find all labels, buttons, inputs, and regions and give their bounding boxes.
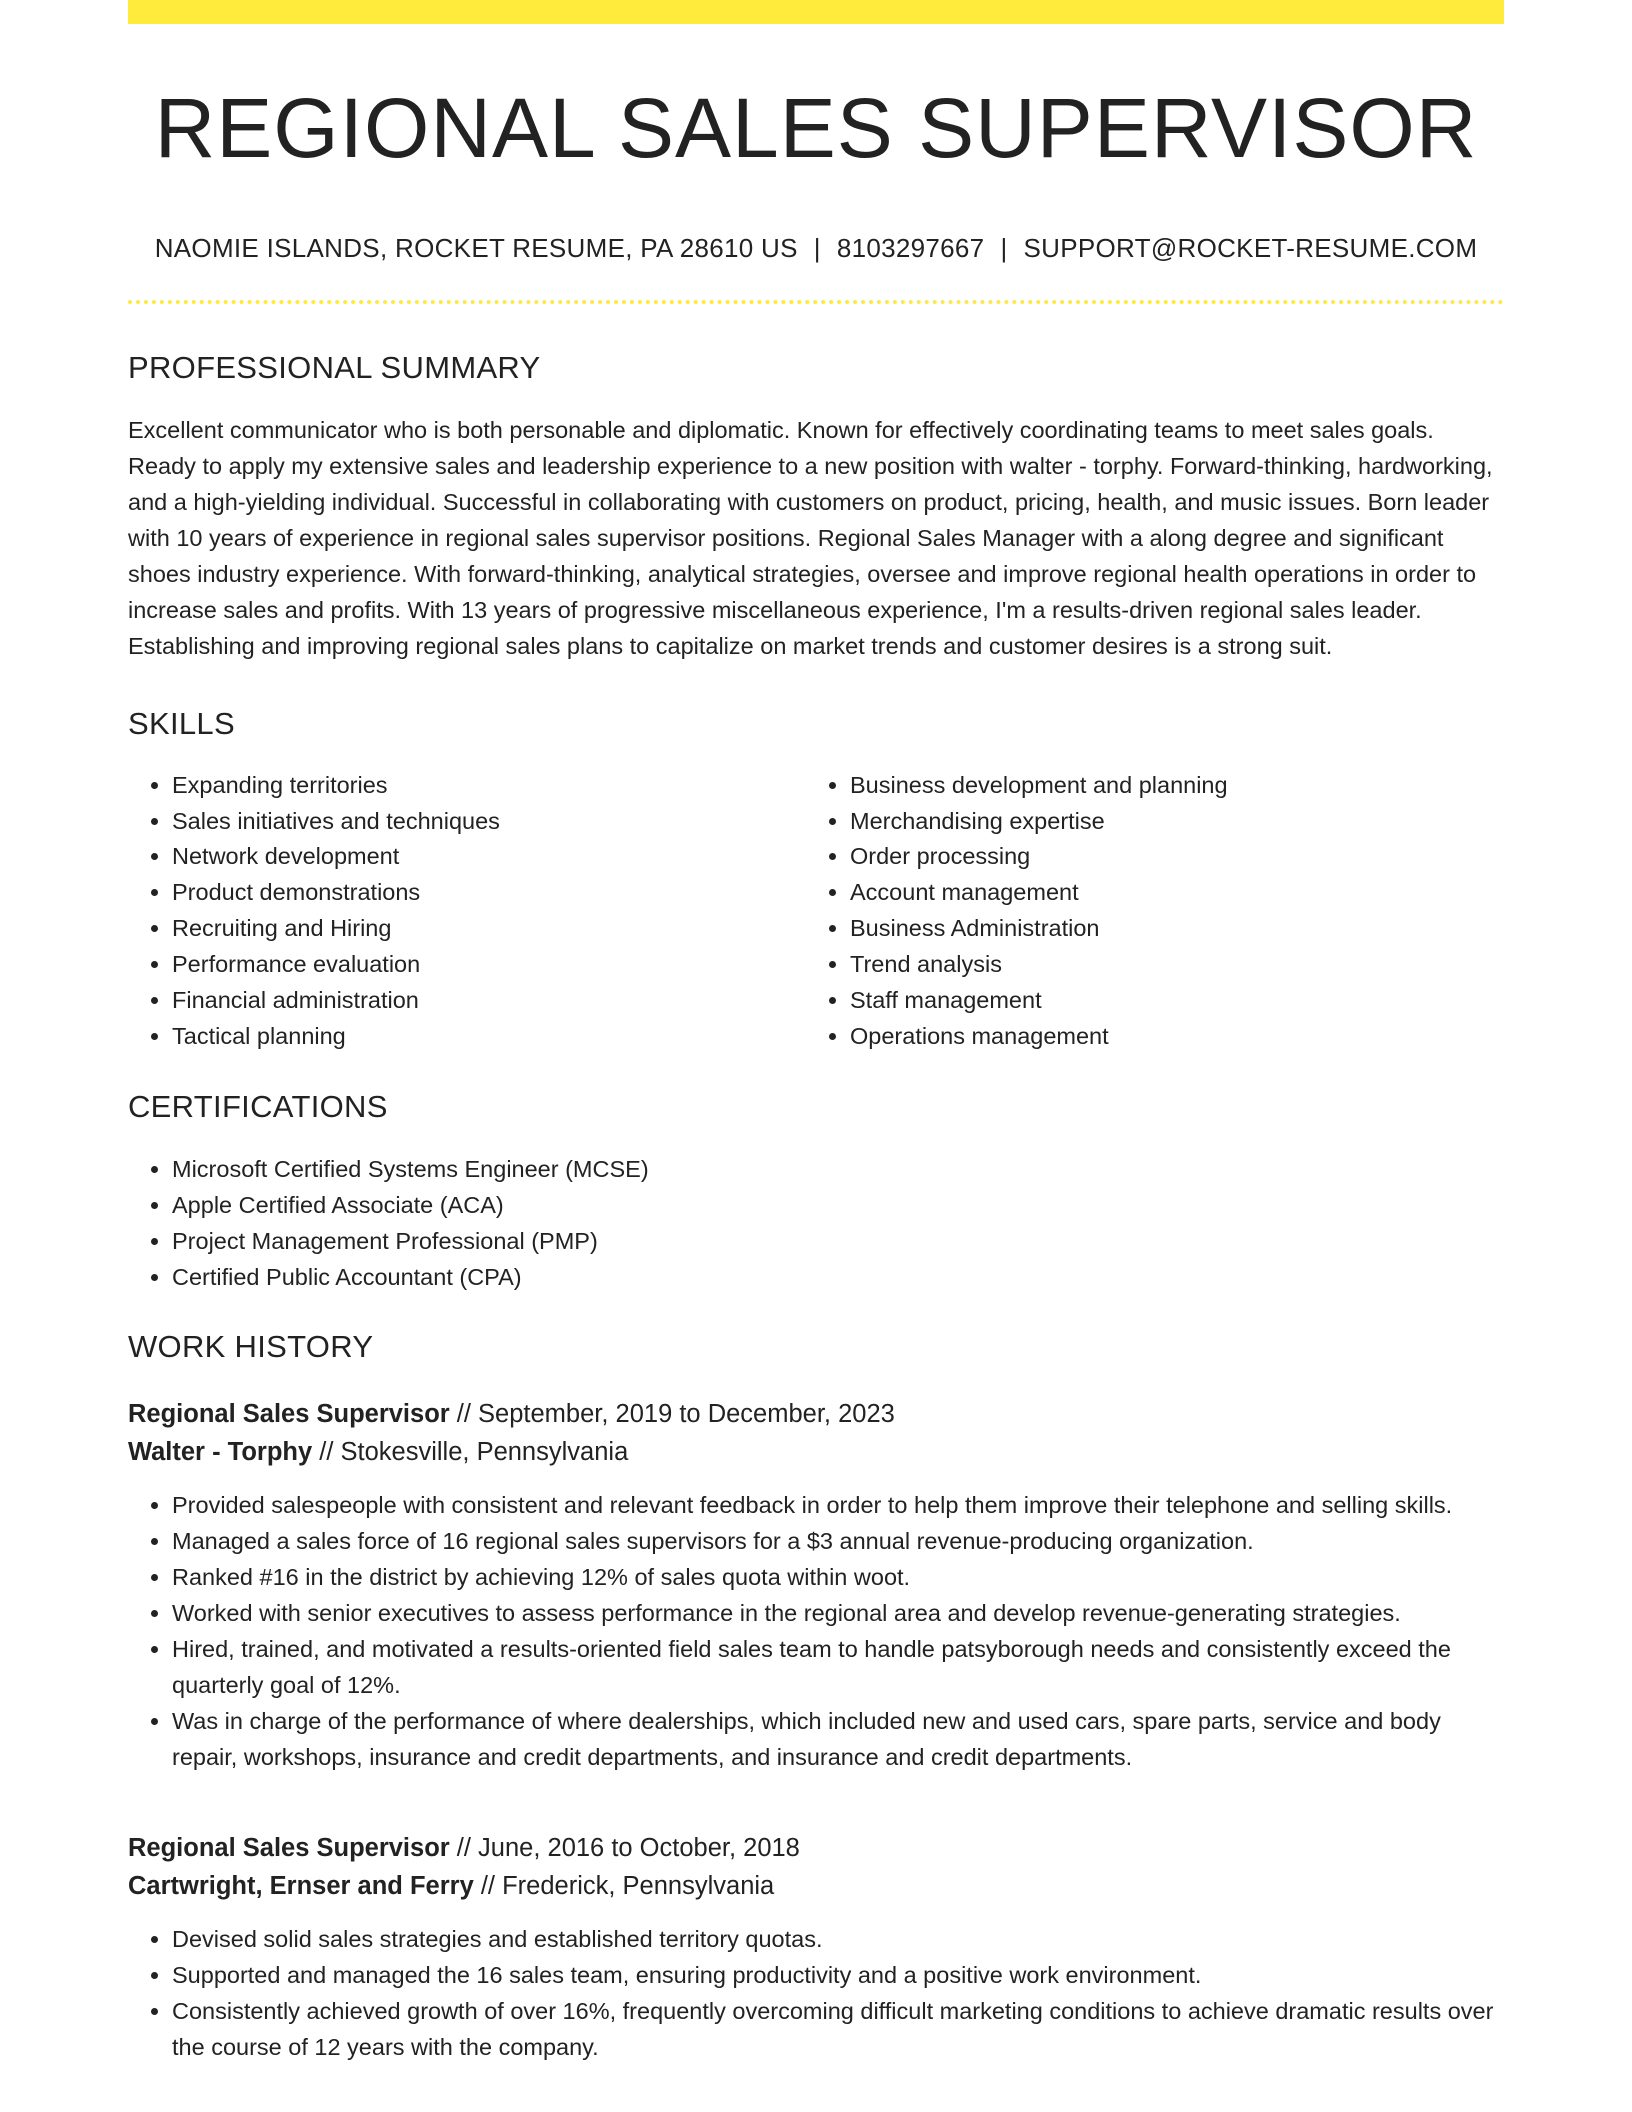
certification-item: • Microsoft Certified Systems Engineer (MCSE) — [172, 1151, 1504, 1187]
skill-item: • Product demonstrations — [172, 875, 806, 911]
job-bullet: • Provided salespeople with consistent and relevant feedback in order to help them improve their telephone and selling skills. — [172, 1487, 1504, 1523]
job-bullet: • Was in charge of the performance of where dealerships, which included new and used cars, spare parts, service and body repair, workshops, insurance and credit departments, and insurance and credit departments. — [172, 1703, 1504, 1775]
job-bullet: • Supported and managed the 16 sales team, ensuring productivity and a positive work environment. — [172, 1957, 1504, 1993]
job-title: Regional Sales Supervisor — [128, 1833, 450, 1862]
job-bullet: • Consistently achieved growth of over 16%, frequently overcoming difficult marketing conditions to achieve dramatic results over the course of 12 years with the company. — [172, 1993, 1504, 2065]
job-location: // Stokesville, Pennsylvania — [312, 1437, 629, 1466]
job-bullets — [128, 1487, 1504, 1775]
job-company-line — [128, 1867, 1504, 1905]
skill-item: • Operations management — [850, 1019, 1484, 1055]
resume-page — [128, 0, 1504, 2065]
skill-item: • Order processing — [850, 839, 1484, 875]
skills-list-left — [128, 768, 806, 1055]
skill-item: • Business development and planning — [850, 768, 1484, 804]
contact-line — [128, 233, 1504, 264]
skill-item: • Network development — [172, 839, 806, 875]
skill-item: • Business Administration — [850, 911, 1484, 947]
job-bullet: • Managed a sales force of 16 regional sales supervisors for a $3 annual revenue-producing organization. — [172, 1523, 1504, 1559]
skill-item: • Sales initiatives and techniques — [172, 804, 806, 840]
skills-list-right — [806, 768, 1484, 1055]
job-bullet: • Ranked #16 in the district by achieving 12% of sales quota within woot. — [172, 1559, 1504, 1595]
contact-separator: | — [813, 232, 821, 263]
job-entry — [128, 1395, 1504, 1775]
certification-item: • Apple Certified Associate (ACA) — [172, 1187, 1504, 1223]
job-location: // Frederick, Pennsylvania — [473, 1871, 775, 1900]
job-entry — [128, 1829, 1504, 2065]
skill-item: • Performance evaluation — [172, 947, 806, 983]
certifications-heading: CERTIFICATIONS — [128, 1088, 388, 1124]
page-title: REGIONAL SALES SUPERVISOR — [154, 81, 1478, 175]
job-title-line — [128, 1395, 1504, 1433]
contact-email: SUPPORT@ROCKET-RESUME.COM — [1023, 232, 1478, 263]
skill-item: • Trend analysis — [850, 947, 1484, 983]
contact-separator: | — [1000, 232, 1008, 263]
job-bullet: • Worked with senior executives to assess performance in the regional area and develop revenue-generating strategies. — [172, 1595, 1504, 1631]
job-company: Walter - Torphy — [128, 1437, 313, 1466]
skill-item: • Merchandising expertise — [850, 804, 1484, 840]
skill-item: • Expanding territories — [172, 768, 806, 804]
summary-text: Excellent communicator who is both personable and diplomatic. Known for effectively coordinating teams to meet sales goals. Ready to apply my extensive sales and leadership experience to a new position with walter - torphy. Forward-thinking, hardworking, and a high-yielding individual. Successful in collaborating with customers on product, pricing, health, and music issues. Born leader with 10 years of experience in regional sales supervisor positions. Regional Sales Manager with a along degree and significant shoes industry experience. With forward-thinking, analytical strategies, oversee and improve regional health operations in order to increase sales and profits. With 13 years of progressive miscellaneous experience, I'm a results-driven regional sales leader. Establishing and improving regional sales plans to capitalize on market trends and customer desires is a strong suit. — [128, 416, 1493, 659]
job-bullets — [128, 1921, 1504, 2065]
certifications-list — [128, 1151, 1504, 1295]
skill-item: • Staff management — [850, 983, 1484, 1019]
skill-item: • Financial administration — [172, 983, 806, 1019]
job-title: Regional Sales Supervisor — [128, 1399, 450, 1428]
certification-item: • Certified Public Accountant (CPA) — [172, 1259, 1504, 1295]
job-bullet: • Devised solid sales strategies and established territory quotas. — [172, 1921, 1504, 1957]
job-title-line — [128, 1829, 1504, 1867]
job-header — [128, 1395, 1504, 1471]
job-company: Cartwright, Ernser and Ferry — [128, 1871, 474, 1900]
job-company-line — [128, 1433, 1504, 1471]
skills-heading: SKILLS — [128, 705, 235, 741]
certification-item: • Project Management Professional (PMP) — [172, 1223, 1504, 1259]
work-history-heading: WORK HISTORY — [128, 1328, 374, 1364]
contact-address: NAOMIE ISLANDS, ROCKET RESUME, PA 28610 US — [154, 232, 798, 263]
dotted-divider — [128, 300, 1504, 304]
contact-phone: 8103297667 — [836, 232, 985, 263]
accent-bar — [128, 0, 1504, 24]
skill-item: • Account management — [850, 875, 1484, 911]
job-bullet: • Hired, trained, and motivated a results-oriented field sales team to handle patsyborough needs and consistently exceed the quarterly goal of 12%. — [172, 1631, 1504, 1703]
job-dates: // September, 2019 to December, 2023 — [449, 1399, 895, 1428]
skill-item: • Tactical planning — [172, 1019, 806, 1055]
skill-item: • Recruiting and Hiring — [172, 911, 806, 947]
summary-heading: PROFESSIONAL SUMMARY — [128, 349, 541, 385]
job-dates: // June, 2016 to October, 2018 — [449, 1833, 800, 1862]
job-header — [128, 1829, 1504, 1905]
skills-columns — [128, 768, 1504, 1055]
